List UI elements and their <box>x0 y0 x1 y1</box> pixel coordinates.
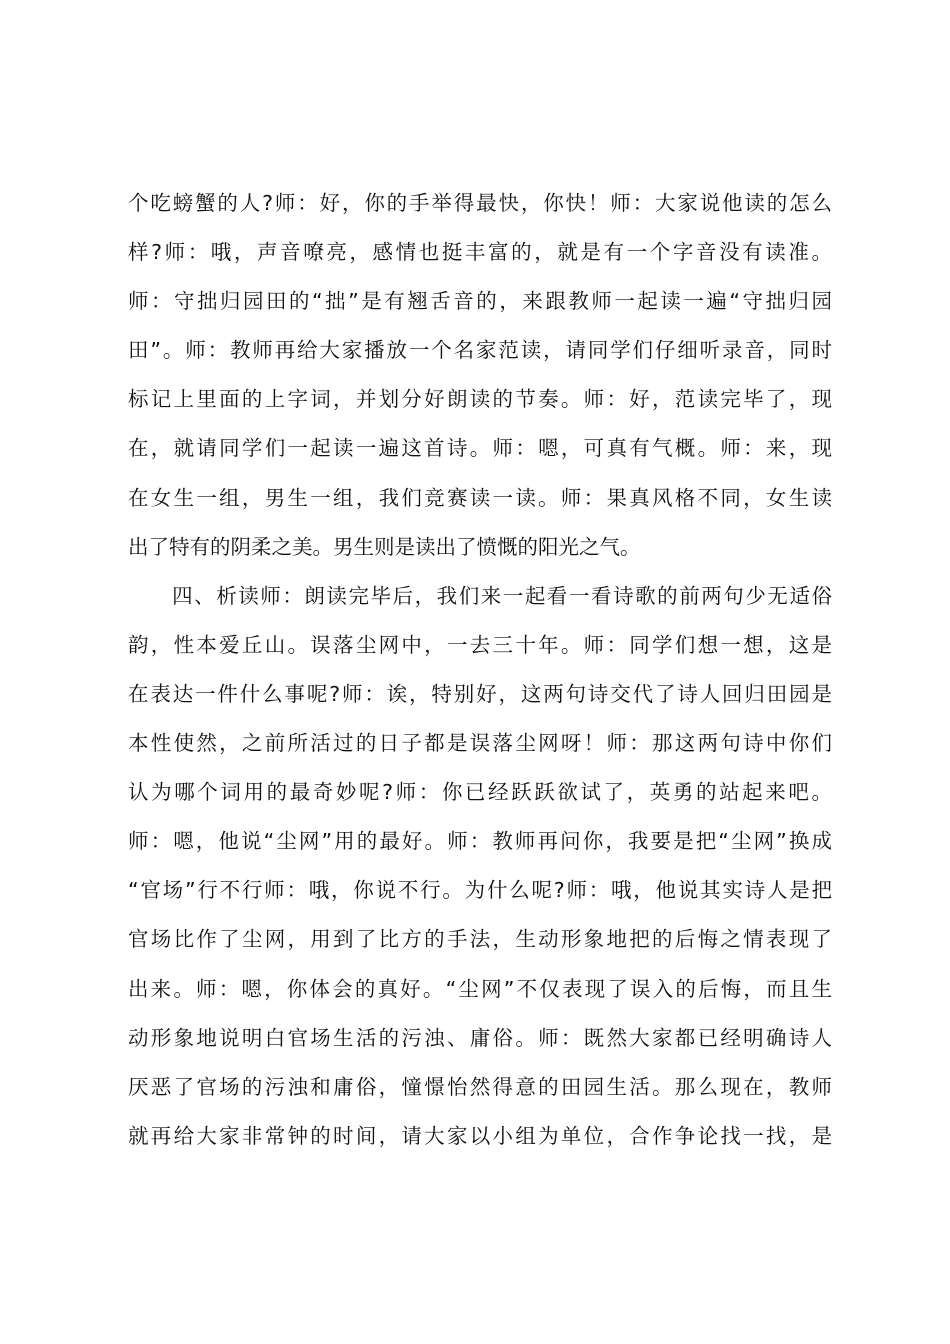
text-line: 师：守拙归园田的“拙”是有翘舌音的，来跟教师一起读一遍“守拙归园 <box>128 289 832 314</box>
text-line: 在表达一件什么事呢?师：诶，特别好，这两句诗交代了诗人回归田园是 <box>128 681 832 706</box>
text-line: “官场”行不行师：哦，你说不行。为什么呢?师：哦，他说其实诗人是把 <box>128 878 832 903</box>
text-line: 韵，性本爱丘山。误落尘网中，一去三十年。师：同学们想一想，这是 <box>128 632 832 657</box>
text-line: 在女生一组，男生一组，我们竞赛读一读。师：果真风格不同，女生读 <box>128 485 832 510</box>
text-line: 四、析读师：朗读完毕后，我们来一起看一看诗歌的前两句少无适俗 <box>128 583 832 608</box>
text-line: 认为哪个词用的最奇妙呢?师：你已经跃跃欲试了，英勇的站起来吧。 <box>128 780 832 805</box>
text-line: 在，就请同学们一起读一遍这首诗。师：嗯，可真有气概。师：来，现 <box>128 436 832 461</box>
text-line: 样?师：哦，声音嘹亮，感情也挺丰富的，就是有一个字音没有读准。 <box>128 240 832 265</box>
text-line: 师：嗯，他说“尘网”用的最好。师：教师再问你，我要是把“尘网”换成 <box>128 829 832 854</box>
text-line: 官场比作了尘网，用到了比方的手法，生动形象地把的后悔之情表现了 <box>128 927 832 952</box>
text-line: 就再给大家非常钟的时间，请大家以小组为单位，合作争论找一找，是 <box>128 1123 832 1148</box>
text-line: 本性使然，之前所活过的日子都是误落尘网呀！师：那这两句诗中你们 <box>128 731 832 756</box>
text-line: 厌恶了官场的污浊和庸俗，憧憬怡然得意的田园生活。那么现在，教师 <box>128 1074 832 1099</box>
text-line: 标记上里面的上字词，并划分好朗读的节奏。师：好，范读完毕了，现 <box>128 387 832 412</box>
text-line: 出来。师：嗯，你体会的真好。“尘网”不仅表现了误入的后悔，而且生 <box>128 976 832 1001</box>
text-line: 动形象地说明白官场生活的污浊、庸俗。师：既然大家都已经明确诗人 <box>128 1025 832 1050</box>
text-line: 出了特有的阴柔之美。男生则是读出了愤慨的阳光之气。 <box>128 534 641 559</box>
text-line: 个吃螃蟹的人?师：好，你的手举得最快，你快！师：大家说他读的怎么 <box>128 191 832 215</box>
body-text <box>128 179 832 1161</box>
text-line: 田”。师：教师再给大家播放一个名家范读，请同学们仔细听录音，同时 <box>128 338 832 363</box>
